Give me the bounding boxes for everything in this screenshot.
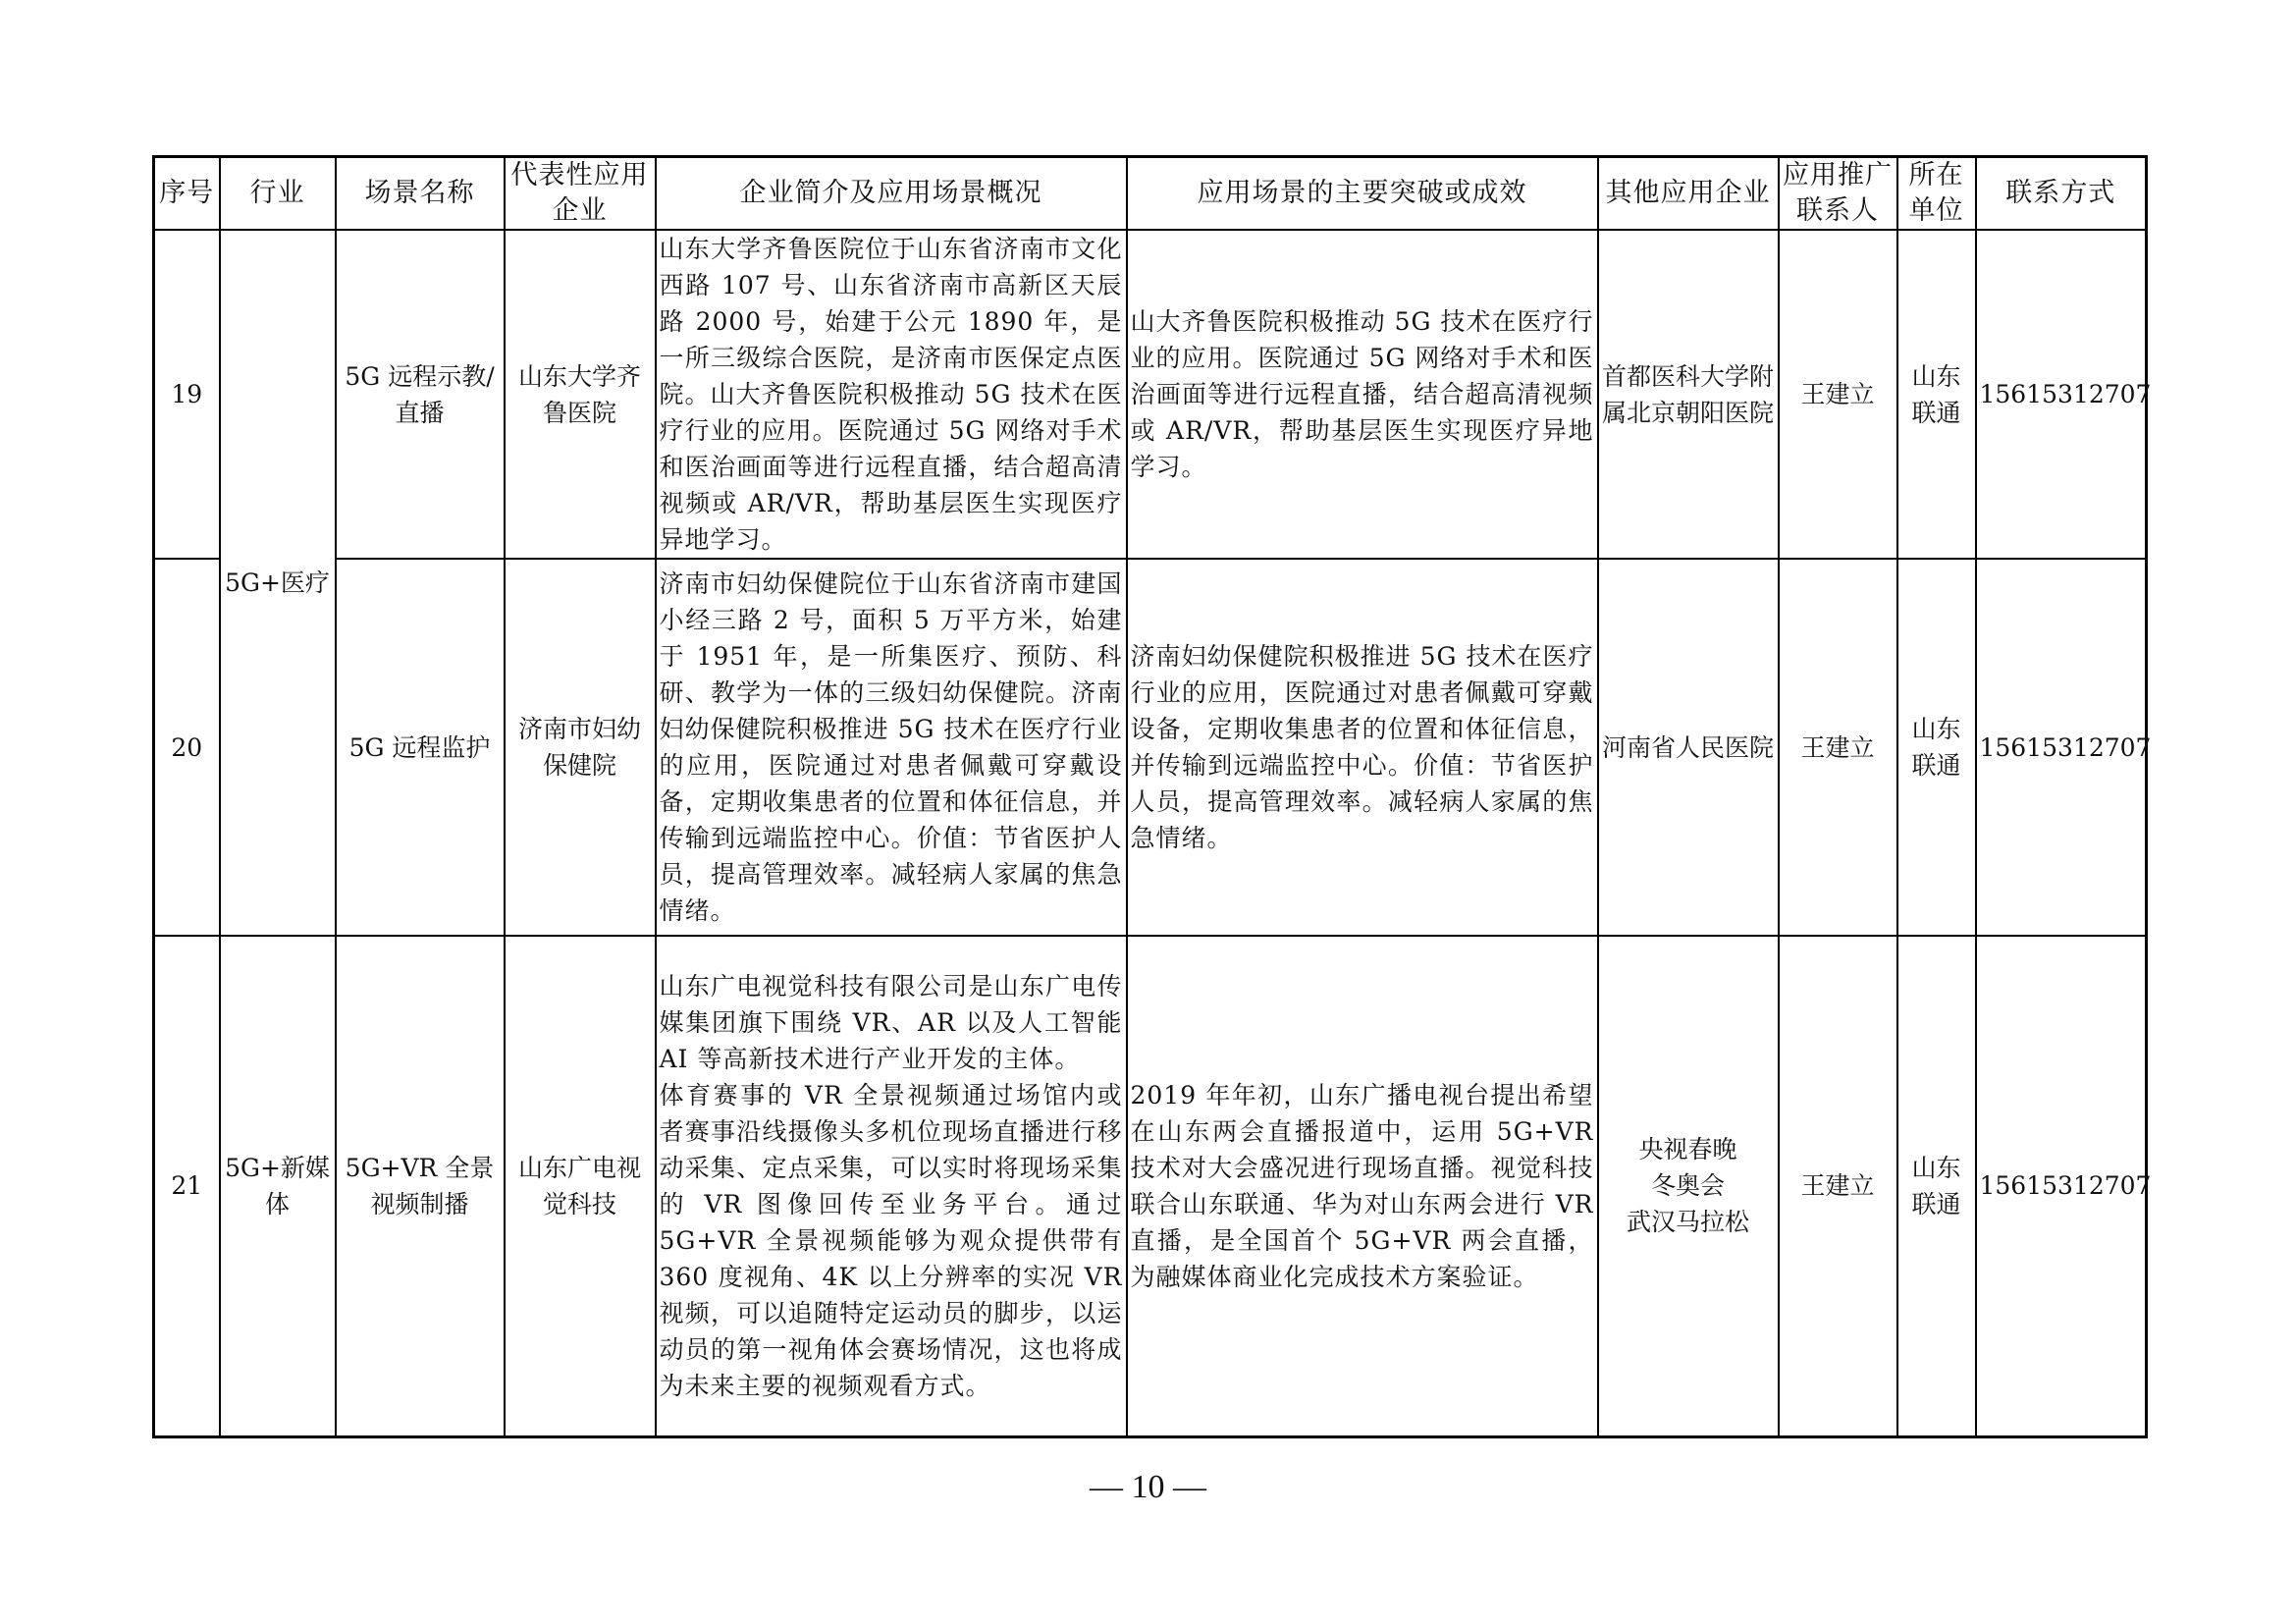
other-company: 央视春晚	[1638, 1135, 1737, 1164]
header-industry: 行业	[220, 157, 336, 231]
header-contact: 联系方式	[1976, 157, 2147, 231]
cell-contact-person: 王建立	[1779, 230, 1897, 559]
cell-breakthrough: 山大齐鲁医院积极推动 5G 技术在医疗行业的应用。医院通过 5G 网络对手术和医治画面等进行远程直播，结合超高清视频或 AR/VR，帮助基层医生实现医疗异地学习。	[1127, 230, 1598, 559]
header-breakthrough: 应用场景的主要突破或成效	[1127, 157, 1598, 231]
overview-paragraph: 体育赛事的 VR 全景视频通过场馆内或者赛事沿线摄像头多机位现场直播进行移动采集、定点采集，可以实时将现场采集的 VR 图像回传至业务平台。通过 5G+VR 全景视频能够为观众提供带有 360 度视角、4K 以上分辨率的实况 VR 视频，可以追随特定运动员的脚步，以运动员的第一视角体会赛场情况，这也将成为未来主要的视频观看方式。	[659, 1080, 1123, 1400]
other-company: 河南省人民医院	[1601, 732, 1774, 762]
cell-seq: 19	[154, 230, 220, 559]
cell-contact: 15615312707	[1976, 230, 2147, 559]
other-company: 武汉马拉松	[1626, 1208, 1749, 1237]
table-row	[154, 230, 2147, 559]
cell-scene-name: 5G+VR 全景视频制播	[336, 936, 505, 1436]
cell-rep-company: 山东大学齐鲁医院	[505, 230, 656, 559]
table-row	[154, 936, 2147, 1436]
cell-rep-company: 山东广电视觉科技	[505, 936, 656, 1436]
cell-unit: 山东联通	[1897, 559, 1976, 936]
overview-paragraph: 山东大学齐鲁医院位于山东省济南市文化西路 107 号、山东省济南市高新区天辰路 2000 号，始建于公元 1890 年，是一所三级综合医院，是济南市医保定点医院。山大齐鲁医院积极推动 5G 技术在医疗行业的应用。医院通过 5G 网络对手术和医治画面等进行远程直播，结合超高清视频或 AR/VR，帮助基层医生实现医疗异地学习。	[659, 235, 1123, 554]
overview-paragraph: 山东广电视觉科技有限公司是山东广电传媒集团旗下围绕 VR、AR 以及人工智能 AI 等高新技术进行产业开发的主体。	[659, 971, 1123, 1073]
cell-scene-name: 5G 远程示教/直播	[336, 230, 505, 559]
scenario-table	[152, 155, 2152, 1438]
other-company: 首都医科大学附属北京朝阳医院	[1601, 361, 1774, 427]
header-unit: 所在单位	[1897, 157, 1976, 231]
cell-breakthrough: 济南妇幼保健院积极推进 5G 技术在医疗行业的应用，医院通过对患者佩戴可穿戴设备，定期收集患者的位置和体征信息，并传输到远端监控中心。价值：节省医护人员，提高管理效率。减轻病人家属的焦急情绪。	[1127, 559, 1598, 936]
cell-breakthrough: 2019 年年初，山东广播电视台提出希望在山东两会直播报道中，运用 5G+VR 技术对大会盛况进行现场直播。视觉科技联合山东联通、华为对山东两会进行 VR 直播，是全国首个 5G+VR 两会直播，为融媒体商业化完成技术方案验证。	[1127, 936, 1598, 1436]
cell-seq: 21	[154, 936, 220, 1436]
header-overview: 企业简介及应用场景概况	[656, 157, 1127, 231]
header-seq: 序号	[154, 157, 220, 231]
cell-contact-person: 王建立	[1779, 936, 1897, 1436]
cell-other-companies	[1598, 230, 1779, 559]
cell-industry: 5G+新媒体	[220, 936, 336, 1436]
page-number: — 10 —	[1090, 1469, 1206, 1505]
cell-scene-name: 5G 远程监护	[336, 559, 505, 936]
cell-overview	[656, 230, 1127, 559]
cell-industry: 5G+医疗	[220, 230, 336, 936]
cell-overview	[656, 559, 1127, 936]
header-scene-name: 场景名称	[336, 157, 505, 231]
header-contact-person: 应用推广联系人	[1779, 157, 1897, 231]
table-header-row	[154, 157, 2147, 231]
cell-unit: 山东联通	[1897, 230, 1976, 559]
cell-unit: 山东联通	[1897, 936, 1976, 1436]
cell-other-companies	[1598, 936, 1779, 1436]
cell-contact: 15615312707	[1976, 936, 2147, 1436]
table-row	[154, 559, 2147, 936]
header-other-companies: 其他应用企业	[1598, 157, 1779, 231]
cell-contact-person: 王建立	[1779, 559, 1897, 936]
header-rep-company: 代表性应用企业	[505, 157, 656, 231]
cell-overview	[656, 936, 1127, 1436]
cell-other-companies	[1598, 559, 1779, 936]
cell-rep-company: 济南市妇幼保健院	[505, 559, 656, 936]
cell-seq: 20	[154, 559, 220, 936]
cell-contact: 15615312707	[1976, 559, 2147, 936]
other-company: 冬奥会	[1650, 1171, 1725, 1201]
overview-paragraph: 济南市妇幼保健院位于山东省济南市建国小经三路 2 号，面积 5 万平方米，始建于 1951 年，是一所集医疗、预防、科研、教学为一体的三级妇幼保健院。济南妇幼保健院积极推进 5G 技术在医疗行业的应用，医院通过对患者佩戴可穿戴设备，定期收集患者的位置和体征信息，并传输到远端监控中心。价值：节省医护人员，提高管理效率。减轻病人家属的焦急情绪。	[659, 569, 1123, 925]
